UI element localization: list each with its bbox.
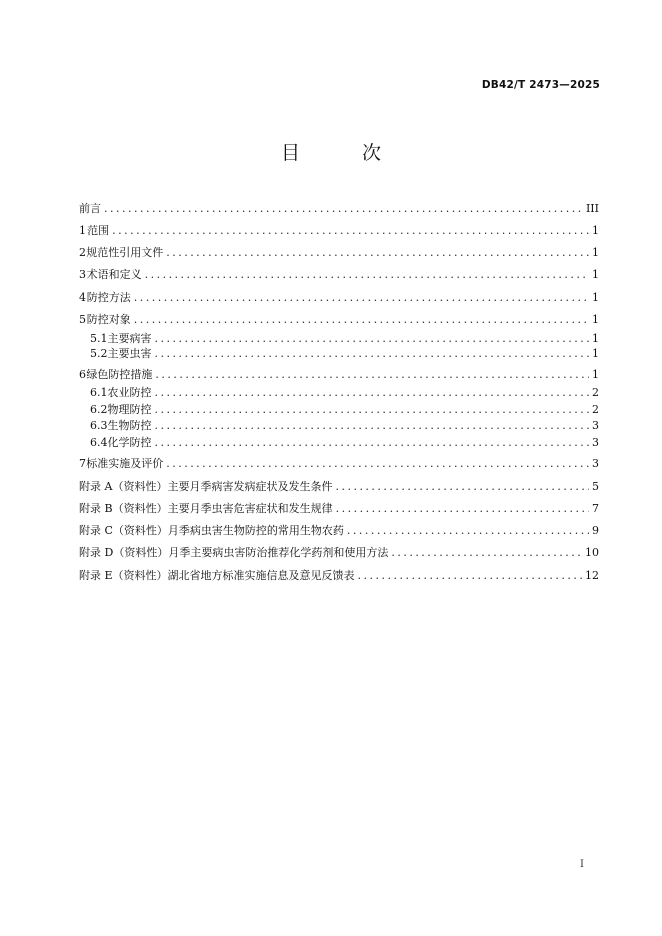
dot-leader [166, 457, 589, 470]
toc-entry-number: 附录 D（资料性） [79, 546, 169, 559]
dot-leader [155, 386, 590, 399]
toc-entry-number: 1 [79, 223, 86, 237]
toc-entry-7[interactable] [79, 455, 599, 471]
dot-leader [336, 502, 589, 515]
toc-entry-number: 4 [79, 290, 86, 304]
toc-entry-label: 标准实施及评价 [86, 457, 164, 470]
toc-entry-number: 5.2 [90, 346, 108, 360]
toc-entry-label: 范围 [87, 224, 110, 237]
dot-leader [335, 480, 589, 493]
dot-leader [112, 224, 589, 237]
dot-leader [104, 202, 583, 215]
toc-entry-number: 6.3 [90, 418, 108, 432]
toc-entry-page: 1 [592, 245, 599, 259]
toc-entry-label: 主要虫害 [107, 347, 152, 360]
toc-entry-label: 农业防控 [107, 386, 152, 399]
toc-entry-number: 5.1 [90, 331, 108, 345]
dot-leader [155, 419, 590, 432]
toc-entry-label: 湖北省地方标准实施信息及意见反馈表 [167, 569, 355, 582]
toc-entry-page: 1 [592, 331, 599, 345]
page-number: I [580, 859, 584, 870]
toc-entry-1[interactable] [79, 222, 599, 238]
document-code: DB42/T 2473—2025 [481, 79, 600, 91]
dot-leader [134, 313, 589, 326]
dot-leader [155, 368, 589, 381]
toc-entry-5-2[interactable] [90, 345, 599, 361]
toc-title: 目 次 [280, 142, 410, 164]
toc-entry-label: 防控方法 [86, 291, 131, 304]
toc-entry-3[interactable] [79, 266, 599, 282]
toc-entry-page: 5 [592, 479, 599, 493]
dot-leader [155, 332, 590, 345]
toc-entry-page: 2 [592, 402, 599, 416]
toc-entry-appendix-a[interactable] [79, 478, 599, 494]
toc-entry-appendix-c[interactable] [79, 522, 599, 538]
toc-entry-page: III [585, 201, 599, 215]
toc-entry-6-4[interactable] [90, 434, 599, 450]
toc-entry-page: 3 [592, 435, 599, 449]
toc-entry-label: 月季病虫害生物防控的常用生物农药 [167, 524, 344, 537]
toc-entry-page: 1 [592, 223, 599, 237]
toc-entry-number: 2 [79, 245, 86, 259]
toc-entry-2[interactable] [79, 244, 599, 260]
dot-leader [134, 291, 589, 304]
toc-entry-label: 前言 [79, 202, 101, 215]
toc-entry-6-3[interactable] [90, 417, 599, 433]
toc-entry-5[interactable] [79, 311, 599, 327]
toc-entry-label: 主要月季虫害危害症状和发生规律 [167, 502, 333, 515]
dot-leader [155, 436, 590, 449]
toc-entry-page: 3 [592, 418, 599, 432]
toc-entry-number: 3 [79, 267, 86, 281]
toc-entry-number: 附录 E（资料性） [79, 569, 168, 582]
toc-entry-page: 7 [592, 501, 599, 515]
toc-entry-label: 月季主要病虫害防治推荐化学药剂和使用方法 [168, 546, 389, 559]
toc-entry-6-1[interactable] [90, 384, 599, 400]
toc-entry-label: 绿色防控措施 [86, 368, 153, 381]
toc-entry-page: 1 [592, 346, 599, 360]
toc-entry-page: 2 [592, 385, 599, 399]
dot-leader [358, 569, 582, 582]
dot-leader [145, 268, 589, 281]
toc-entry-number: 6.2 [90, 402, 108, 416]
toc-entry-page: 1 [592, 367, 599, 381]
toc-entry-page: 3 [592, 456, 599, 470]
toc-entry-page: 1 [592, 267, 599, 281]
toc-entry-label: 规范性引用文件 [86, 246, 164, 259]
toc-entry-page: 12 [585, 568, 599, 582]
toc-entry-page: 10 [585, 545, 599, 559]
toc-entry-6-2[interactable] [90, 401, 599, 417]
toc-entry-4[interactable] [79, 289, 599, 305]
toc-entry-number: 附录 C（资料性） [79, 524, 168, 537]
toc-entry-appendix-e[interactable] [79, 567, 599, 583]
toc-entry-label: 生物防控 [107, 419, 152, 432]
toc-entry-number: 7 [79, 456, 86, 470]
toc-entry-label: 主要病害 [107, 332, 152, 345]
toc-entry-page: 1 [592, 312, 599, 326]
toc-entry-label: 防控对象 [86, 313, 131, 326]
dot-leader [155, 403, 590, 416]
toc-entry-number: 6.4 [90, 435, 108, 449]
dot-leader [166, 246, 589, 259]
toc-entry-5-1[interactable] [90, 330, 599, 346]
toc-entry-label: 主要月季病害发病症状及发生条件 [167, 480, 333, 493]
toc-entry-appendix-d[interactable] [79, 544, 599, 560]
toc-entry-foreword[interactable] [79, 200, 599, 216]
toc-entry-6[interactable] [79, 366, 599, 382]
toc-entry-appendix-b[interactable] [79, 500, 599, 516]
toc-entry-number: 6 [79, 367, 86, 381]
toc-entry-label: 术语和定义 [86, 268, 142, 281]
toc-entry-page: 9 [592, 523, 599, 537]
toc-entry-number: 附录 A（资料性） [79, 480, 168, 493]
toc-entry-label: 物理防控 [107, 403, 152, 416]
toc-entry-label: 化学防控 [107, 436, 152, 449]
toc-entry-page: 1 [592, 290, 599, 304]
toc-entry-number: 5 [79, 312, 86, 326]
dot-leader [391, 546, 582, 559]
toc-entry-number: 附录 B（资料性） [79, 502, 168, 515]
toc-entry-number: 6.1 [90, 385, 108, 399]
dot-leader [347, 524, 589, 537]
dot-leader [155, 347, 590, 360]
